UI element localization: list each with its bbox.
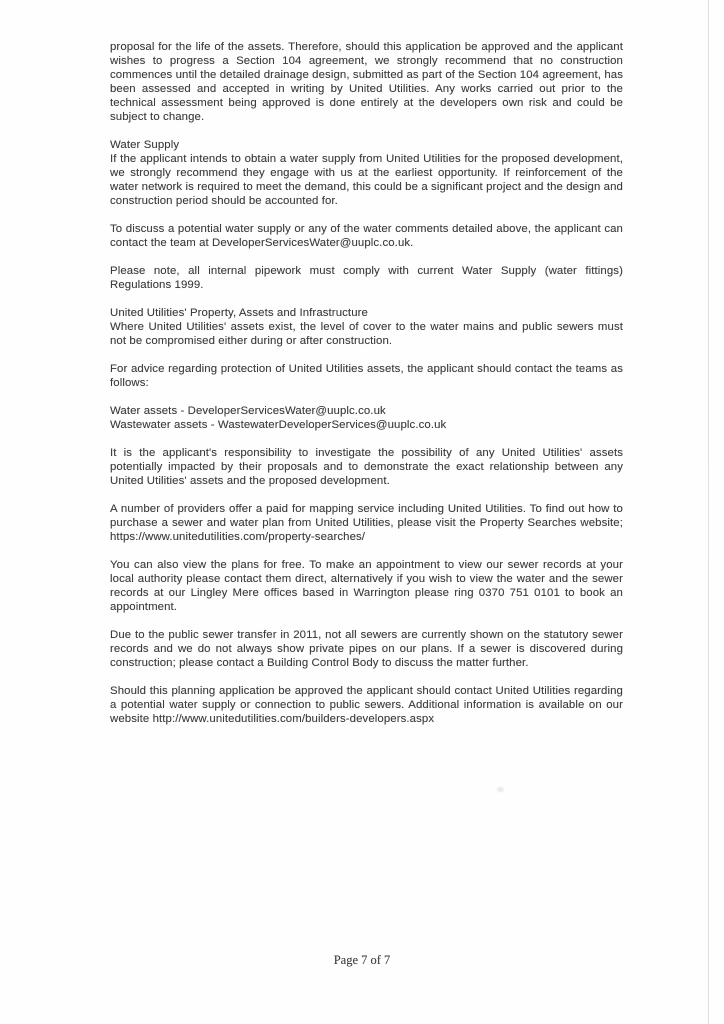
contact-line-water-assets: Water assets - DeveloperServicesWater@uuplc.co.uk xyxy=(110,405,386,417)
scanner-edge-line xyxy=(708,0,709,1024)
paragraph-protection-advice: For advice regarding protection of United Utilities assets, the applicant should contact the teams as follows: xyxy=(110,363,623,389)
letter-body xyxy=(110,40,623,740)
section-heading-property-assets: United Utilities' Property, Assets and Infrastructure xyxy=(110,307,368,319)
paragraph-mapping-service: A number of providers offer a paid for mapping service including United Utilities. To find out how to purchase a sewer and water plan from United Utilities, please visit the Property Searches website; https://www.unitedutilities.com/property-searches/ xyxy=(110,503,623,543)
page-footer xyxy=(0,953,724,968)
contact-email-list xyxy=(110,404,623,432)
paragraph-property-assets-body: Where United Utilities' assets exist, the level of cover to the water mains and public sewers must not be compromised either during or after construction. xyxy=(110,321,623,347)
paragraph-sewer-transfer: Due to the public sewer transfer in 2011, not all sewers are currently shown on the statutory sewer records and we do not always show private pipes on our plans. If a sewer is discovered during construction; please contact a Building Control Body to discuss the matter further. xyxy=(110,629,623,669)
paragraph-water-supply-body: If the applicant intends to obtain a water supply from United Utilities for the proposed development, we strongly recommend they engage with us at the earliest opportunity. If reinforcement of the water network is required to meet the demand, this could be a significant project and the design and construction period should be accounted for. xyxy=(110,153,623,207)
section-water-supply xyxy=(110,138,623,292)
page-number-label: Page 7 of 7 xyxy=(333,953,391,967)
paragraph-applicant-responsibility: It is the applicant's responsibility to investigate the possibility of any United Utilities' assets potentially impacted by their proposals and to demonstrate the exact relationship between any United Utilities' assets and the proposed development. xyxy=(110,447,623,487)
paragraph-pipework-note: Please note, all internal pipework must comply with current Water Supply (water fittings) Regulations 1999. xyxy=(110,265,623,291)
paragraph-view-plans: You can also view the plans for free. To make an appointment to view our sewer records at your local authority please contact them direct, alternatively if you wish to view the water and the sewer records at our Lingley Mere offices based in Warrington please ring 0370 751 0101 to book an appointment. xyxy=(110,559,623,613)
section-heading-water-supply: Water Supply xyxy=(110,139,180,151)
scan-smudge-artifact xyxy=(496,786,505,793)
paragraph-closing: Should this planning application be approved the applicant should contact United Utilities regarding a potential water supply or connection to public sewers. Additional information is available on our website http://www.unitedutilities.com/builders-developers.aspx xyxy=(110,685,623,725)
contact-line-wastewater-assets: Wastewater assets - WastewaterDeveloperServices@uuplc.co.uk xyxy=(110,419,447,431)
section-property-assets xyxy=(110,306,623,726)
paragraph-intro-continuation: proposal for the life of the assets. Therefore, should this application be approved and the applicant wishes to progress a Section 104 agreement, we strongly recommend that no construction commences until the detailed drainage design, submitted as part of the Section 104 agreement, has been assessed and accepted in writing by United Utilities. Any works carried out prior to the technical assessment being approved is done entirely at the developers own risk and could be subject to change. xyxy=(110,41,623,123)
paragraph-water-supply-contact: To discuss a potential water supply or any of the water comments detailed above, the applicant can contact the team at DeveloperServicesWater@uuplc.co.uk. xyxy=(110,223,623,249)
